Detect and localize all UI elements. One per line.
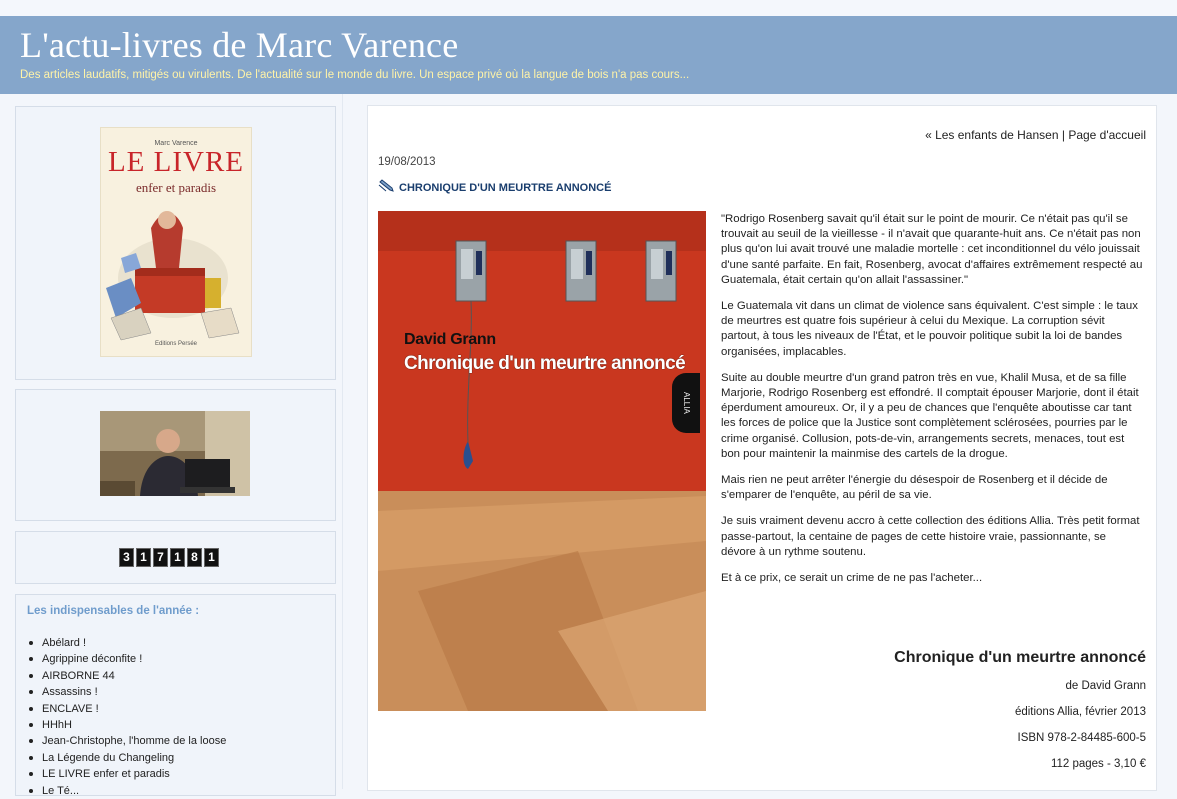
post-paragraph: Suite au double meurtre d'un grand patron très en vue, Khalil Musa, et de sa fille Marjorie, Rodrigo Rosenberg est effondré. Il comptait épouser Marjorie, dont il était éperdument amoureux. Or, il y a peu de chances que l'enquête aboutisse car tant les forces de police que la Justice sont complètement sclérosées, pourries par le crime organisé. Collusion, pots-de-vin, arrangements secrets, menaces, tout est bon pour maintenir la mainmise des cartels de la drogue. <box>721 371 1139 460</box>
list-item[interactable]: HHhH <box>27 717 226 733</box>
cover-author: David Grann <box>404 331 496 348</box>
post-paragraph: Et à ce prix, ce serait un crime de ne pas l'acheter... <box>721 572 983 585</box>
post-paragraph: "Rodrigo Rosenberg savait qu'il était sur le point de mourir. Ce n'était pas qu'il se trouvait au seuil de la vieillesse - il n'avait que quarante-huit ans. Ce n'était pas non plus qu'on lui avait trouvé une maladie mortelle : cet inconditionnel du vélo jouissait d'une santé parfaite. En fait, Rosenberg, avocat d'affaires extrêmement respecté au Guatemala, était certain qu'on allait l'assassiner." <box>721 213 1143 286</box>
cover-title: Chronique d'un meurtre annoncé <box>404 353 686 374</box>
counter-digit: 1 <box>204 548 219 567</box>
post-area <box>367 105 1157 791</box>
post-navigation <box>925 128 1146 142</box>
page-content <box>0 94 1177 797</box>
list-item[interactable]: ENCLAVE ! <box>27 701 226 717</box>
book-info <box>894 649 1146 783</box>
indispensables-list <box>27 635 226 799</box>
post-body <box>721 212 1143 597</box>
pen-icon <box>378 179 396 196</box>
book-cover-le-livre[interactable] <box>100 127 252 357</box>
counter-digit: 1 <box>136 548 151 567</box>
list-item[interactable]: AIRBORNE 44 <box>27 668 226 684</box>
counter-digit: 8 <box>187 548 202 567</box>
post-paragraph: Le Guatemala vit dans un climat de violence sans équivalent. C'est simple : le taux de meurtres est quatre fois supérieur à celui du Mexique. La corruption sévit partout, à tous les niveaux de l'État, et le pouvoir politique subit la loi de bandes organisées, implacables. <box>721 300 1138 358</box>
list-item[interactable]: La Légende du Changeling <box>27 750 226 766</box>
cover-publisher: ALLIA <box>672 373 700 433</box>
book-info-isbn: ISBN 978-2-84485-600-5 <box>1017 732 1146 744</box>
visitor-counter <box>119 548 219 567</box>
blog-title[interactable]: L'actu-livres de Marc Varence <box>20 25 459 65</box>
counter-digit: 7 <box>153 548 168 567</box>
author-photo-image <box>100 411 250 496</box>
post-paragraph: Je suis vraiment devenu accro à cette collection des éditions Allia. Très petit format passe-partout, la centaine de pages de cette histoire vraie, passionnante, se dévore à un rythme soutenu. <box>721 515 1140 558</box>
list-item[interactable]: Assassins ! <box>27 684 226 700</box>
book-cover-title: LE LIVRE <box>107 146 245 178</box>
post-book-cover[interactable] <box>378 211 706 711</box>
home-link[interactable]: Page d'accueil <box>1068 128 1146 142</box>
book-cover-author: Marc Varence <box>154 140 198 147</box>
book-info-author: de David Grann <box>1065 680 1146 692</box>
list-item[interactable]: Le Té... <box>27 783 226 799</box>
blog-header <box>0 16 1177 94</box>
counter-digit: 3 <box>119 548 134 567</box>
visitor-counter-box <box>15 531 336 584</box>
book-info-title: Chronique d'un meurtre annoncé <box>894 649 1146 666</box>
book-cover-publisher: Editions Persée <box>154 341 198 347</box>
indispensables-box <box>15 594 336 796</box>
cover-photo <box>378 211 706 711</box>
book-info-pages-price: 112 pages - 3,10 € <box>1050 758 1146 770</box>
list-item[interactable]: LE LIVRE enfer et paradis <box>27 766 226 782</box>
book-cover-subtitle: enfer et paradis <box>135 180 217 195</box>
indispensables-heading: Les indispensables de l'année : <box>27 605 200 617</box>
book-info-edition: éditions Allia, février 2013 <box>1014 706 1146 718</box>
list-item[interactable]: Jean-Christophe, l'homme de la loose <box>27 733 226 749</box>
post-date: 19/08/2013 <box>378 156 436 168</box>
author-photo[interactable] <box>100 411 250 496</box>
sidebar <box>9 94 343 797</box>
nav-separator: | <box>1061 128 1065 142</box>
sidebar-photo-box <box>15 389 336 521</box>
post-title[interactable]: CHRONIQUE D'UN MEURTRE ANNONCÉ <box>399 181 612 194</box>
top-strip <box>0 0 1177 16</box>
sidebar-book-box <box>15 106 336 380</box>
blog-tagline: Des articles laudatifs, mitigés ou virulents. De l'actualité sur le monde du livre. Un espace privé où la langue de bois n'a pas cours... <box>20 69 690 81</box>
counter-digit: 1 <box>170 548 185 567</box>
list-item[interactable]: Abélard ! <box>27 635 226 651</box>
post-paragraph: Mais rien ne peut arrêter l'énergie du désespoir de Rosenberg et il décide de s'emparer de l'enquête, au péril de sa vie. <box>721 474 1108 502</box>
list-item[interactable]: Agrippine déconfite ! <box>27 651 226 667</box>
post-title-row <box>378 179 611 196</box>
previous-post-link[interactable]: « Les enfants de Hansen <box>925 128 1059 142</box>
